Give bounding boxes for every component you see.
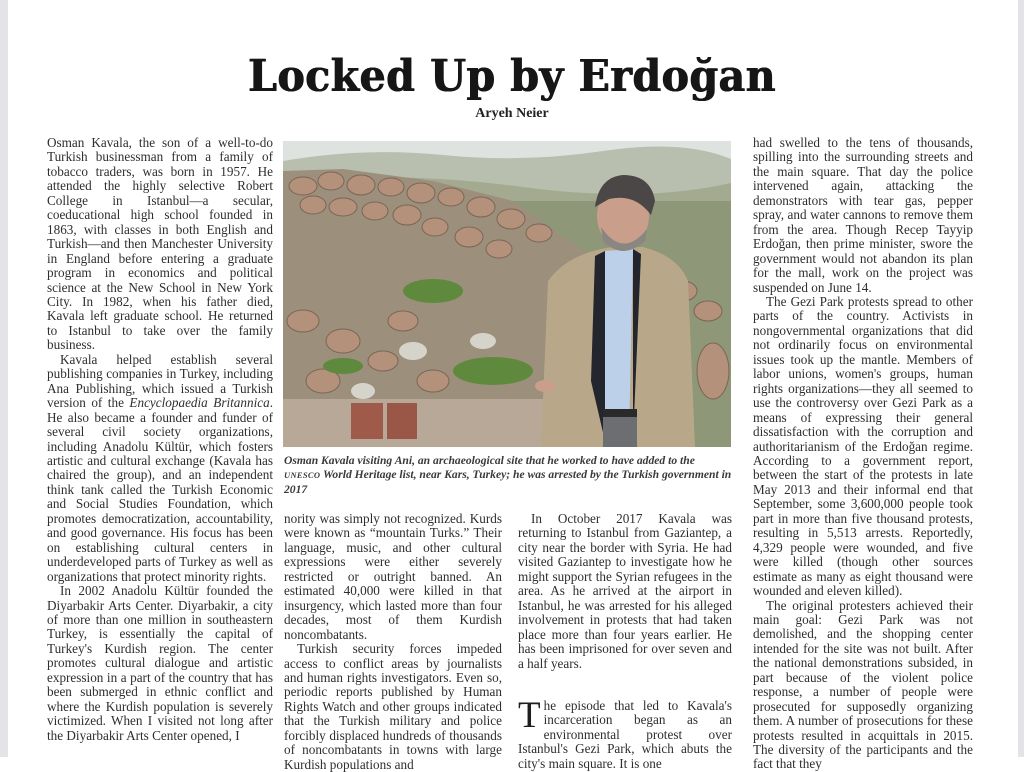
drop-cap: T [518, 695, 541, 736]
paragraph [47, 353, 273, 584]
paragraph: Turkish security forces impeded access to conflict areas by journalists and human rights investigators. Even so, periodic reports published by Human Rights Watch and other groups indicated that the Turkish military and police forcibly displaced hundreds of thousands of noncombatants in towns with large Kurdish populations and [284, 641, 502, 772]
article-column-2 [284, 512, 502, 772]
paragraph: The original protesters achieved their main goal: Gezi Park was not demolished, and the shopping center intended for the site was not built. After the national demonstrations subsided, in part because of the violent police response, a number of people were prosecuted for supposedly organizing them. A number of prosecutions for these protests resulted in acquittals in 2015. The diversity of the participants and the fact that they [753, 597, 973, 772]
paragraph: nority was simply not recognized. Kurds were known as “mountain Turks.” Their language, music, and other cultural expressions were either severely restricted or outright banned. An estimated 40,000 were killed in that insurgency, which lasted more than four decades, most of them Kurdish noncombatants. [284, 511, 502, 642]
caption-text: Osman Kavala visiting Ani, an archaeological site that he worked to have added to the [284, 454, 695, 467]
caption-org: UNESCO [284, 470, 321, 481]
paragraph: Osman Kavala, the son of a well-to-do Turkish businessman from a family of tobacco traders, was born in 1957. He attended the highly selective Robert College in Istanbul—a secular, coeducational high school founded in 1863, with classes in both English and Turkish—and then Manchester University in England before entering a graduate program in economics and political science at the New School in New York City. In 1982, when his father died, Kavala left graduate school. He returned to Istanbul to take over the family business. [47, 135, 273, 353]
photo-illustration [283, 141, 731, 447]
paragraph: In 2002 Anadolu Kültür founded the Diyarbakir Arts Center. Diyarbakir, a city of more than one million in southeastern Turkey, is essentially the capital of Turkey's Kurdish region. The center promotes cultural dialogue and artistic expression in a part of the country that has been submerged in ethnic conflict and where the Kurdish population is severely victimized. When I visited not long after the Diyarbakir Arts Center opened, I [47, 583, 273, 743]
paragraph-text: . He also became a founder and funder of several civil society organizations, including Anadolu Kültür, which fosters artistic and cultural exchange (Kavala has chaired the group), and an independent think tank called the Turkish Economic and Social Studies Foundation, which promotes democratization, accountability, and good governance. His focus has been on establishing cultural centers in underdeveloped parts of Turkey as well as organizations that protect minority rights. [47, 395, 273, 584]
paragraph: had swelled to the tens of thousands, spilling into the surrounding streets and the main square. That day the police intervened again, attacking the demonstrators with tear gas, pepper spray, and water cannons to remove them from the area. Though Recep Tayyip Erdoğan, then prime minister, swore the government would not abandon its plan for the mall, work on the project was suspended on June 14. [753, 135, 973, 295]
article-photo [283, 141, 731, 447]
article-column-1 [47, 136, 273, 743]
article-column-3-section [518, 695, 732, 771]
article-byline: Aryeh Neier [475, 106, 549, 121]
paragraph-text: he episode that led to Kavala's incarceration began as an environmental protest over Istanbul's Gezi Park, which abuts the city's main square. It is one [518, 698, 732, 771]
caption-text: World Heritage list, near Kars, Turkey; he was arrested by the Turkish government in 2017 [284, 468, 732, 496]
paragraph [518, 695, 732, 771]
book-title: Encyclopaedia Britannica [129, 395, 270, 411]
article-column-4 [753, 136, 973, 772]
article-title: Locked Up by Erdoğan [248, 50, 776, 102]
paragraph: In October 2017 Kavala was returning to Istanbul from Gaziantep, a city near the border with Syria. He had visited Gaziantep to investigate how he might support the Syrian refugees in the area. As he arrived at the airport in Istanbul, he was arrested for his alleged involvement in protests that had taken place more than four years earlier. He has been imprisoned for over seven and a half years. [518, 511, 732, 671]
article-column-3 [518, 512, 732, 671]
photo-caption [284, 454, 734, 497]
paragraph: The Gezi Park protests spread to other parts of the country. Activists in nongovernmental organizations that did not ordinarily focus on environmental issues took up the mantle. Members of labor unions, women's groups, human rights organizations—they all seemed to use the controversy over Gezi Park as a means of expressing their general dissatisfaction with the corruption and authoritarianism of the Erdoğan regime. According to a government report, between the start of the protests in late May 2013 and their informal end that September, some 3,600,000 people took part in more than five thousand protests, resulting in 5,513 arrests. Reportedly, 4,329 people were wounded, and five were killed (though other sources estimate as many as eight thousand were wounded and eleven killed). [753, 293, 973, 599]
paragraph-text: Kavala helped establish several publishing companies in Turkey, including Ana Publishing, which issued a Turkish version of the [47, 351, 273, 411]
